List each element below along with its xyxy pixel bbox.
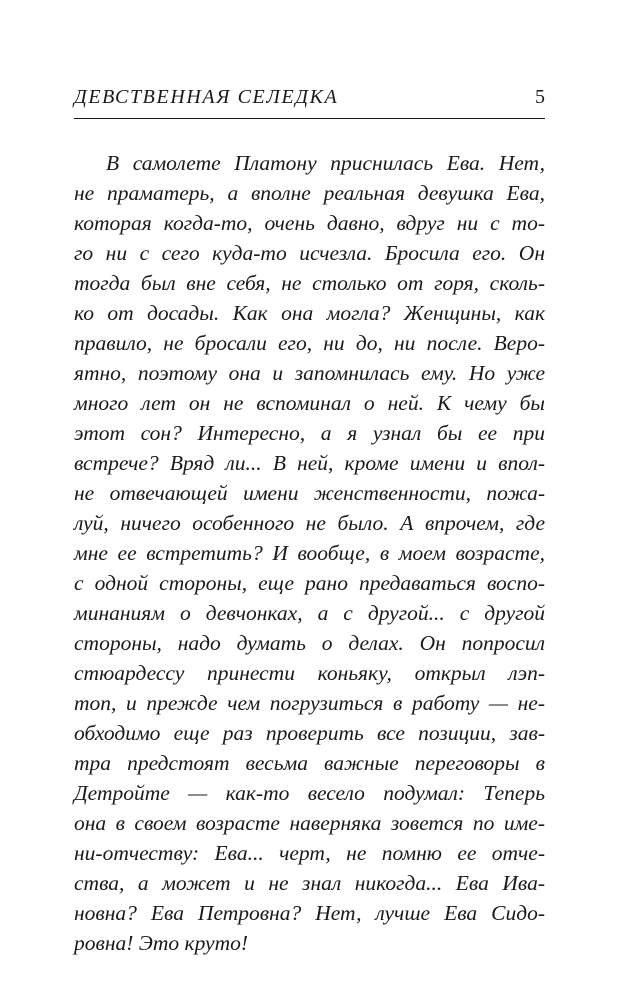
text-line: минаниям о девчонках, а с другой... с другой: [74, 601, 545, 625]
text-line: этот сон? Интересно, а я узнал бы ее при: [74, 421, 545, 445]
text-line: новна? Ева Петровна? Нет, лучше Ева Сидо-: [74, 901, 545, 925]
text-line: ко от досады. Как она могла? Женщины, как: [74, 301, 545, 325]
text-line: много лет он не вспоминал о ней. К чему бы: [74, 391, 545, 415]
text-line: обходимо еще раз проверить все позиции, зав-: [74, 721, 545, 745]
running-title: ДЕВСТВЕННАЯ СЕЛЕДКА: [74, 86, 339, 108]
text-line: стюардессу принести коньяку, открыл лэп-: [74, 661, 545, 685]
text-line: Детройте — как-то весело подумал: Теперь: [74, 781, 545, 805]
text-line: тогда был вне себя, не столько от горя, сколь-: [74, 271, 545, 295]
text-line: тра предстоят весьма важные переговоры в: [74, 751, 545, 775]
header-rule: [74, 118, 545, 119]
text-line: ровна! Это круто!: [74, 931, 249, 955]
body-paragraph: [74, 148, 545, 958]
text-line: го ни с сего куда-то исчезла. Бросила его. Он: [74, 241, 545, 265]
text-line: правило, не бросали его, ни до, ни после. Веро-: [74, 331, 545, 355]
text-line: она в своем возрасте наверняка зовется по име-: [74, 811, 545, 835]
text-line: ятно, поэтому она и запомнилась ему. Но уже: [74, 361, 545, 385]
text-line: не праматерь, а вполне реальная девушка Ева,: [74, 181, 545, 205]
text-line: ни-отчеству: Ева... черт, не помню ее отче-: [74, 841, 545, 865]
page-number: 5: [535, 86, 545, 108]
text-line: с одной стороны, еще рано предаваться воспо-: [74, 571, 545, 595]
text-line: стороны, надо думать о делах. Он попросил: [74, 631, 545, 655]
text-line: не отвечающей имени женственности, пожа-: [74, 481, 545, 505]
running-head: [74, 86, 545, 116]
text-line: встрече? Вряд ли... В ней, кроме имени и впол-: [74, 451, 545, 475]
text-line: луй, ничего особенного не было. А впрочем, где: [74, 511, 545, 535]
text-line: которая когда-то, очень давно, вдруг ни с то-: [74, 211, 545, 235]
text-line: В самолете Платону приснилась Ева. Нет,: [106, 151, 545, 175]
text-line: ства, а может и не знал никогда... Ева Ива-: [74, 871, 545, 895]
text-line: топ, и прежде чем погрузиться в работу — не-: [74, 691, 545, 715]
text-line: мне ее встретить? И вообще, в моем возрасте,: [74, 541, 545, 565]
